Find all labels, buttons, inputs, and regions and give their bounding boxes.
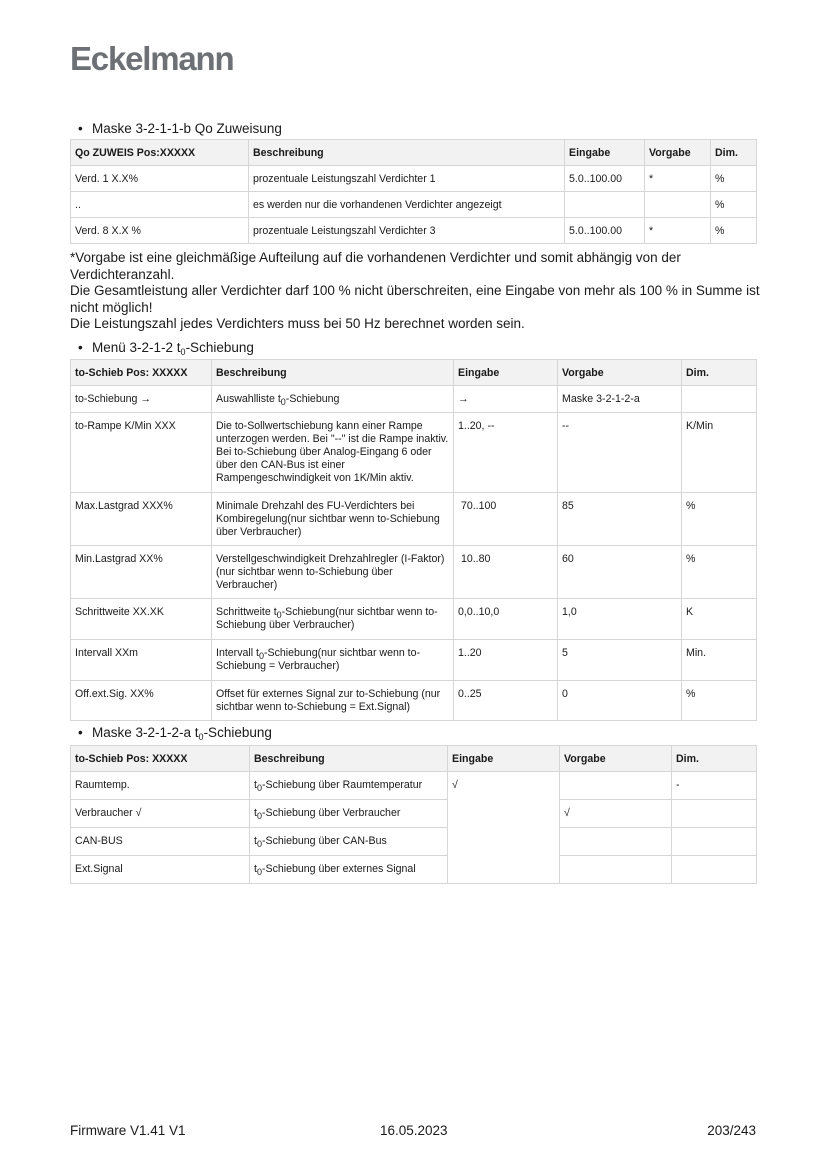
cell-text: -Schiebung über Raumtemperatur: [261, 779, 423, 791]
cell: 70..100: [454, 493, 558, 546]
col-header: Beschreibung: [249, 140, 565, 166]
col-header: Eingabe: [565, 140, 645, 166]
cell: →: [454, 386, 558, 413]
col-header: Vorgabe: [560, 746, 672, 772]
table-row: [71, 640, 757, 681]
cell: Max.Lastgrad XXX%: [71, 493, 212, 546]
cell: 0: [558, 681, 682, 721]
cell: Verd. 1 X.X%: [71, 166, 249, 192]
cell: [212, 386, 454, 413]
cell: [645, 192, 711, 218]
table-header-row: [71, 360, 757, 386]
cell: 0..25: [454, 681, 558, 721]
cell-subscript: 0: [256, 867, 262, 877]
col-header: to-Schieb Pos: XXXXX: [71, 746, 250, 772]
table-row: [71, 493, 757, 546]
to-schiebung-mask-table: [70, 745, 757, 884]
cell: 1..20: [454, 640, 558, 681]
cell: %: [711, 218, 757, 244]
cell: %: [682, 681, 757, 721]
table-header-row: [71, 140, 757, 166]
col-header: Beschreibung: [250, 746, 448, 772]
cell: Ext.Signal: [71, 856, 250, 884]
table-header-row: [71, 746, 757, 772]
footer-firmware: Firmware V1.41 V1: [70, 1123, 186, 1138]
cell: √: [560, 800, 672, 828]
cell: Offset für externes Signal zur to-Schiebung (nur sichtbar wenn to-Schiebung = Ext.Signal): [212, 681, 454, 721]
cell: [682, 386, 757, 413]
eckelmann-logo: Eckelmann: [70, 40, 234, 77]
cell: es werden nur die vorhandenen Verdichter angezeigt: [249, 192, 565, 218]
heading-text: Maske 3-2-1-2-a t: [92, 725, 199, 740]
cell: Verbraucher √: [71, 800, 250, 828]
cell: √: [448, 772, 560, 884]
cell: to-Schiebung →: [71, 386, 212, 413]
cell: CAN-BUS: [71, 828, 250, 856]
cell: ..: [71, 192, 249, 218]
cell: Min.: [682, 640, 757, 681]
cell: [560, 772, 672, 800]
cell: [212, 640, 454, 681]
cell: *: [645, 166, 711, 192]
cell: K/Min: [682, 413, 757, 493]
cell: *: [645, 218, 711, 244]
section2-heading: [78, 340, 254, 355]
cell: [672, 856, 757, 884]
cell-text: Schrittweite t: [216, 606, 277, 618]
cell-text: t: [254, 807, 257, 819]
notes-block: [70, 250, 760, 333]
cell: [250, 772, 448, 800]
cell: K: [682, 599, 757, 640]
cell: [250, 800, 448, 828]
table-row: [71, 218, 757, 244]
cell: [560, 856, 672, 884]
cell: --: [558, 413, 682, 493]
heading-subscript: 0: [180, 347, 186, 357]
col-header: Eingabe: [448, 746, 560, 772]
cell: %: [682, 546, 757, 599]
cell: 10..80: [454, 546, 558, 599]
col-header: Dim.: [682, 360, 757, 386]
cell-subscript: 0: [258, 651, 264, 661]
cell-subscript: 0: [256, 811, 262, 821]
table-row: [71, 800, 757, 828]
cell: [672, 828, 757, 856]
cell: [560, 828, 672, 856]
table-row: [71, 192, 757, 218]
cell: 85: [558, 493, 682, 546]
table-row: [71, 856, 757, 884]
col-header: Eingabe: [454, 360, 558, 386]
to-schiebung-table: [70, 359, 757, 721]
col-header: Qo ZUWEIS Pos:XXXXX: [71, 140, 249, 166]
heading-subscript: 0: [198, 732, 204, 742]
cell-subscript: 0: [256, 783, 262, 793]
cell-text: Intervall t: [216, 647, 259, 659]
cell-subscript: 0: [280, 397, 286, 407]
cell: [250, 828, 448, 856]
cell: [212, 599, 454, 640]
heading-text: Menü 3-2-1-2 t: [92, 340, 181, 355]
cell-text: Auswahlliste t: [216, 393, 281, 405]
note-paragraph: Die Leistungszahl jedes Verdichters muss bei 50 Hz berechnet worden sein.: [70, 316, 525, 332]
cell-text: -Schiebung über externes Signal: [261, 863, 416, 875]
table-row: [71, 386, 757, 413]
cell: -: [672, 772, 757, 800]
cell-text: -Schiebung über Verbraucher: [261, 807, 401, 819]
col-header: Vorgabe: [558, 360, 682, 386]
cell: [565, 192, 645, 218]
heading-text: -Schiebung: [203, 725, 272, 740]
col-header: to-Schieb Pos: XXXXX: [71, 360, 212, 386]
note-paragraph: *Vorgabe ist eine gleichmäßige Aufteilung auf die vorhandenen Verdichter und somit abhängig von der Verdichteranzahl.: [70, 250, 681, 282]
cell: to-Rampe K/Min XXX: [71, 413, 212, 493]
cell: Intervall XXm: [71, 640, 212, 681]
cell: Minimale Drehzahl des FU-Verdichters bei Kombiregelung(nur sichtbar wenn to-Schiebung über Verbraucher): [212, 493, 454, 546]
cell-text: -Schiebung über CAN-Bus: [261, 835, 387, 847]
col-header: Vorgabe: [645, 140, 711, 166]
col-header: Dim.: [672, 746, 757, 772]
cell: Min.Lastgrad XX%: [71, 546, 212, 599]
cell: Verstellgeschwindigkeit Drehzahlregler (I-Faktor)(nur sichtbar wenn to-Schiebung über Verbraucher): [212, 546, 454, 599]
heading-text: -Schiebung: [185, 340, 254, 355]
cell: Off.ext.Sig. XX%: [71, 681, 212, 721]
cell: prozentuale Leistungszahl Verdichter 3: [249, 218, 565, 244]
col-header: Beschreibung: [212, 360, 454, 386]
table-row: [71, 681, 757, 721]
footer-date: 16.05.2023: [380, 1123, 448, 1138]
cell: 1..20, --: [454, 413, 558, 493]
table-row: [71, 599, 757, 640]
table-row: [71, 413, 757, 493]
cell: Verd. 8 X.X %: [71, 218, 249, 244]
qo-zuweisung-table: [70, 139, 757, 244]
table-row: [71, 546, 757, 599]
cell: 5.0..100.00: [565, 218, 645, 244]
cell-subscript: 0: [276, 610, 282, 620]
footer-page-number: 203/243: [707, 1123, 756, 1138]
section1-heading: • Maske 3-2-1-1-b Qo Zuweisung: [78, 121, 282, 136]
cell: Maske 3-2-1-2-a: [558, 386, 682, 413]
cell-subscript: 0: [256, 839, 262, 849]
cell-text: -Schiebung: [285, 393, 340, 405]
note-paragraph: Die Gesamtleistung aller Verdichter darf 100 % nicht überschreiten, eine Eingabe von mehr als 100 % in Summe ist nicht möglich!: [70, 283, 760, 315]
cell: Die to-Sollwertschiebung kann einer Rampe unterzogen werden. Bei "--" ist die Rampe inaktiv. Bei to-Schiebung über Analog-Eingang 6 oder über den CAN-Bus ist einer Rampengeschwindigkeit von 1K/Min aktiv.: [212, 413, 454, 493]
cell-text: -Schiebung(nur sichtbar wenn to-Schiebung = Verbraucher): [216, 647, 421, 672]
cell: 5.0..100.00: [565, 166, 645, 192]
cell-text: -Schiebung(nur sichtbar wenn to-Schiebung über Verbraucher): [216, 606, 438, 631]
cell-text: t: [254, 779, 257, 791]
cell: %: [711, 192, 757, 218]
table-row: [71, 166, 757, 192]
cell: [250, 856, 448, 884]
cell: [672, 800, 757, 828]
cell: %: [711, 166, 757, 192]
cell-text: t: [254, 863, 257, 875]
cell: Raumtemp.: [71, 772, 250, 800]
col-header: Dim.: [711, 140, 757, 166]
table-row: [71, 772, 757, 800]
cell-text: t: [254, 835, 257, 847]
table-row: [71, 828, 757, 856]
cell: 60: [558, 546, 682, 599]
cell: 1,0: [558, 599, 682, 640]
section3-heading: [78, 725, 272, 740]
cell: 0,0..10,0: [454, 599, 558, 640]
cell: prozentuale Leistungszahl Verdichter 1: [249, 166, 565, 192]
cell: 5: [558, 640, 682, 681]
cell: Schrittweite XX.XK: [71, 599, 212, 640]
cell: %: [682, 493, 757, 546]
